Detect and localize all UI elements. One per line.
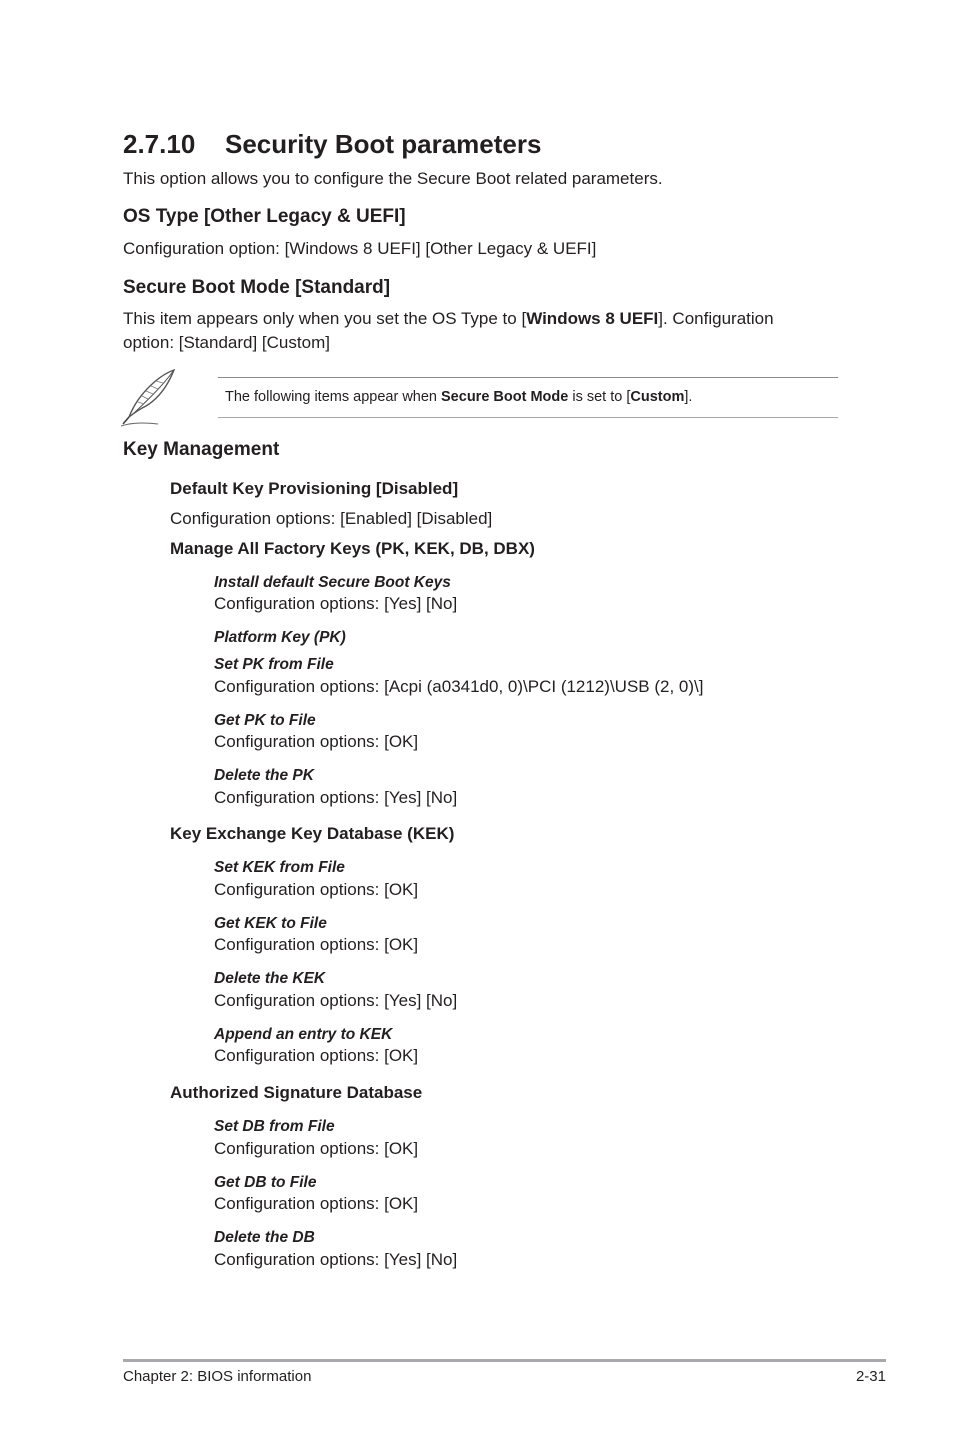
pk-heading: Platform Key (PK) <box>214 629 346 646</box>
secure-boot-mode-heading: Secure Boot Mode [Standard] <box>123 277 391 298</box>
note-text-part: is set to [ <box>568 389 631 405</box>
delete-db-heading: Delete the DB <box>214 1229 315 1246</box>
note-text-part: ]. <box>684 389 693 405</box>
note-bottom-rule <box>218 417 838 418</box>
append-kek-heading: Append an entry to KEK <box>214 1026 393 1043</box>
note-text <box>225 389 692 405</box>
manage-all-heading: Manage All Factory Keys (PK, KEK, DB, DBX) <box>170 539 535 558</box>
delete-db-config: Configuration options: [Yes] [No] <box>214 1250 458 1269</box>
section-number: 2.7.10 <box>123 129 196 159</box>
get-pk-heading: Get PK to File <box>214 712 316 729</box>
footer-chapter: Chapter 2: BIOS information <box>123 1368 312 1385</box>
note-bold: Custom <box>630 389 685 405</box>
key-management-heading: Key Management <box>123 439 280 460</box>
delete-pk-config: Configuration options: [Yes] [No] <box>214 788 458 807</box>
set-db-heading: Set DB from File <box>214 1118 335 1135</box>
append-kek-config: Configuration options: [OK] <box>214 1046 419 1065</box>
get-kek-heading: Get KEK to File <box>214 915 327 932</box>
get-kek-config: Configuration options: [OK] <box>214 935 419 954</box>
footer-rule <box>123 1359 886 1362</box>
os-type-heading: OS Type [Other Legacy & UEFI] <box>123 206 406 227</box>
delete-pk-heading: Delete the PK <box>214 767 314 784</box>
set-kek-heading: Set KEK from File <box>214 859 345 876</box>
delete-kek-heading: Delete the KEK <box>214 970 326 987</box>
note-bold: Secure Boot Mode <box>441 389 569 405</box>
note-text-part: The following items appear when <box>225 389 442 405</box>
secure-boot-mode-desc-line1 <box>123 307 774 331</box>
set-db-config: Configuration options: [OK] <box>214 1139 419 1158</box>
secure-boot-mode-desc-line2: option: [Standard] [Custom] <box>123 333 330 352</box>
set-pk-heading: Set PK from File <box>214 656 334 673</box>
install-default-config: Configuration options: [Yes] [No] <box>214 594 458 613</box>
pen-icon <box>118 366 180 428</box>
default-key-heading: Default Key Provisioning [Disabled] <box>170 479 459 498</box>
footer-page-number: 2-31 <box>855 1368 886 1385</box>
delete-kek-config: Configuration options: [Yes] [No] <box>214 991 458 1010</box>
default-key-config: Configuration options: [Enabled] [Disabled] <box>170 509 493 528</box>
kek-heading: Key Exchange Key Database (KEK) <box>170 824 455 843</box>
set-pk-config: Configuration options: [Acpi (a0341d0, 0)\PCI (1212)\USB (2, 0)\] <box>214 677 704 696</box>
os-type-config: Configuration option: [Windows 8 UEFI] [Other Legacy & UEFI] <box>123 239 597 258</box>
desc-bold: Windows 8 UEFI <box>526 309 659 328</box>
desc-text: This item appears only when you set the OS Type to [ <box>123 309 527 328</box>
set-kek-config: Configuration options: [OK] <box>214 880 419 899</box>
install-default-heading: Install default Secure Boot Keys <box>214 574 451 591</box>
db-heading: Authorized Signature Database <box>170 1083 423 1102</box>
section-title: Security Boot parameters <box>225 129 542 159</box>
note-top-rule <box>218 377 838 378</box>
get-db-heading: Get DB to File <box>214 1174 317 1191</box>
section-intro: This option allows you to configure the Secure Boot related parameters. <box>123 169 663 188</box>
get-db-config: Configuration options: [OK] <box>214 1194 419 1213</box>
get-pk-config: Configuration options: [OK] <box>214 732 419 751</box>
desc-text: ]. Configuration <box>658 309 774 328</box>
